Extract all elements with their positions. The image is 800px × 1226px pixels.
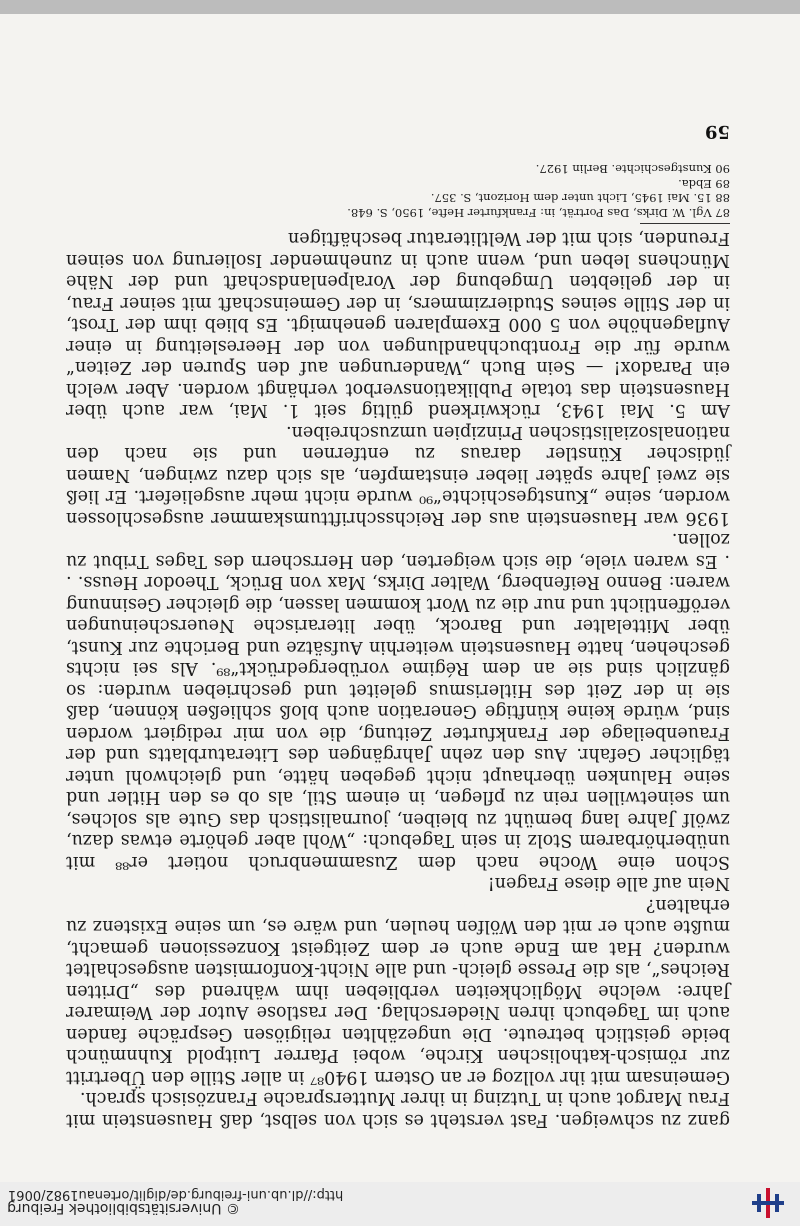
source-url-link[interactable]: http://dl.ub.uni-freiburg.de/diglit/ortenau1982/0061 xyxy=(8,1187,344,1202)
paragraph-5: 1936 war Hausenstein aus der Reichsschrifttumskammer ausgeschlossen worden, seine „Kunstgeschichte“⁹⁰ wurde nicht mehr ausgeliefert. Er ließ sie zwei Jahre später lieber einstampfen, als sich dazu zwingen, Namen jüdischer Künstler daraus zu entfernen und sie nach den nationalsozialistischen Prinzipien umzuschreiben. xyxy=(66,422,730,528)
scanned-page xyxy=(0,14,800,1182)
footnote-88: 88 15. Mai 1945, Licht unter dem Horizont, S. 357. xyxy=(430,191,730,206)
paragraph-6: Am 5. Mai 1943, rückwirkend gültig seit 1. Mai, war auch über Hausenstein das totale Publikationsverbot verhängt worden. Aber welch ein Paradox! — Sein Buch „Wanderungen auf den Spuren der Zeiten“ wurde für die Frontbuchhandlungen von der Heeresleitung in einer Auflagenhöhe von 5 000 Exemplaren genehmigt. Es blieb ihm der Trost, in der Stille seines Studierzimmers, in der Gemeinschaft mit seiner Frau, in der geliebten Umgebung der Voralpenlandschaft und der Nähe Münchens leben und, wenn auch in zunehmender Isolierung von seinen Freunden, sich mit der Weltliteratur beschäftigen xyxy=(66,228,730,421)
viewer-header xyxy=(0,1181,800,1226)
paragraph-1: ganz zu schweigen. Fast versteht es sich von selbst, daß Hausenstein mit Frau Margot auch in Tutzing in ihrer Muttersprache Französisch sprach. xyxy=(66,1088,730,1130)
footnote-89: 89 Ebda. xyxy=(678,177,730,191)
page-number: 59 xyxy=(704,121,730,142)
footnote-90: 90 Kunstgeschichte. Berlin 1927. xyxy=(535,162,730,177)
paragraph-2: Gemeinsam mit ihr vollzog er an Ostern 1940⁸⁷ in aller Stille den Übertritt zur römisch-katholischen Kirche, wobei Pfarrer Luitpold Kuhnmünch beide geistlich betreute. Die ungezählten religiösen Gespräche fanden auch im Tagebuch ihren Niederschlag. Der rastlose Autor der Weimarer Jahre: welche Möglichkeiten verblieben ihm während des „Dritten Reiches“, als die Presse gleich- und alle Nicht-Konformisten ausgeschaltet wurden? Hat am Ende auch er dem Zeitgeist Konzessionen gemacht, mußte auch er mit den Wölfen heulen, und wäre es, um seine Existenz zu erhalten? xyxy=(66,895,730,1087)
footnote-87: 87 Vgl. W. Dirks, Das Porträt, in: Frankfurter Hefte, 1950, S. 648. xyxy=(347,206,730,220)
copyright-text: © Universitätsbibliothek Freiburg xyxy=(7,1200,240,1216)
body-text xyxy=(66,227,730,1130)
footnotes xyxy=(66,162,730,224)
bottom-edge xyxy=(0,0,800,14)
paragraph-4: Schon eine Woche nach dem Zusammenbruch notiert er⁸⁸ mit unüberhörbarem Stolz in sein Tagebuch: „Wohl aber gehörte etwas dazu, zwölf Jahre lang bemüht zu bleiben, journalistisch das Gute als solches, um seinetwillen rein zu pflegen, in einem Stil, als ob es den Hitler und seine Halunken überhaupt nicht gegeben hätte, und gleichwohl unter täglicher Gefahr. Aus den zehn Jahrgängen des Literaturblatts und der Frauenbeilage der Frankfurter Zeitung, die von mir redigiert worden sind, würde keine künftige Generation auch bloß schließen können, daß sie in der Zeit des Hitlerismus geleitet und geschrieben wurden: so gänzlich sind sie an dem Régime vorübergedrückt“⁸⁹. Als sei nichts geschehen, hatte Hausenstein weiterhin Aufsätze und Berichte zur Kunst, über Mittelalter und Barock, über literarische Neuerscheinungen veröffentlicht und nur die zu Wort kommen lassen, die gleicher Gesinnung waren: Benno Reifenberg, Walter Dirks, Max von Brück, Theodor Heuss. . . Es waren viele, die sich weigerten, den Herrschern des Tages Tribut zu zollen. xyxy=(66,529,730,872)
university-logo-icon xyxy=(748,1188,788,1218)
paragraph-3: Nein auf alle diese Fragen! xyxy=(487,873,730,894)
footnote-rule xyxy=(640,223,730,224)
